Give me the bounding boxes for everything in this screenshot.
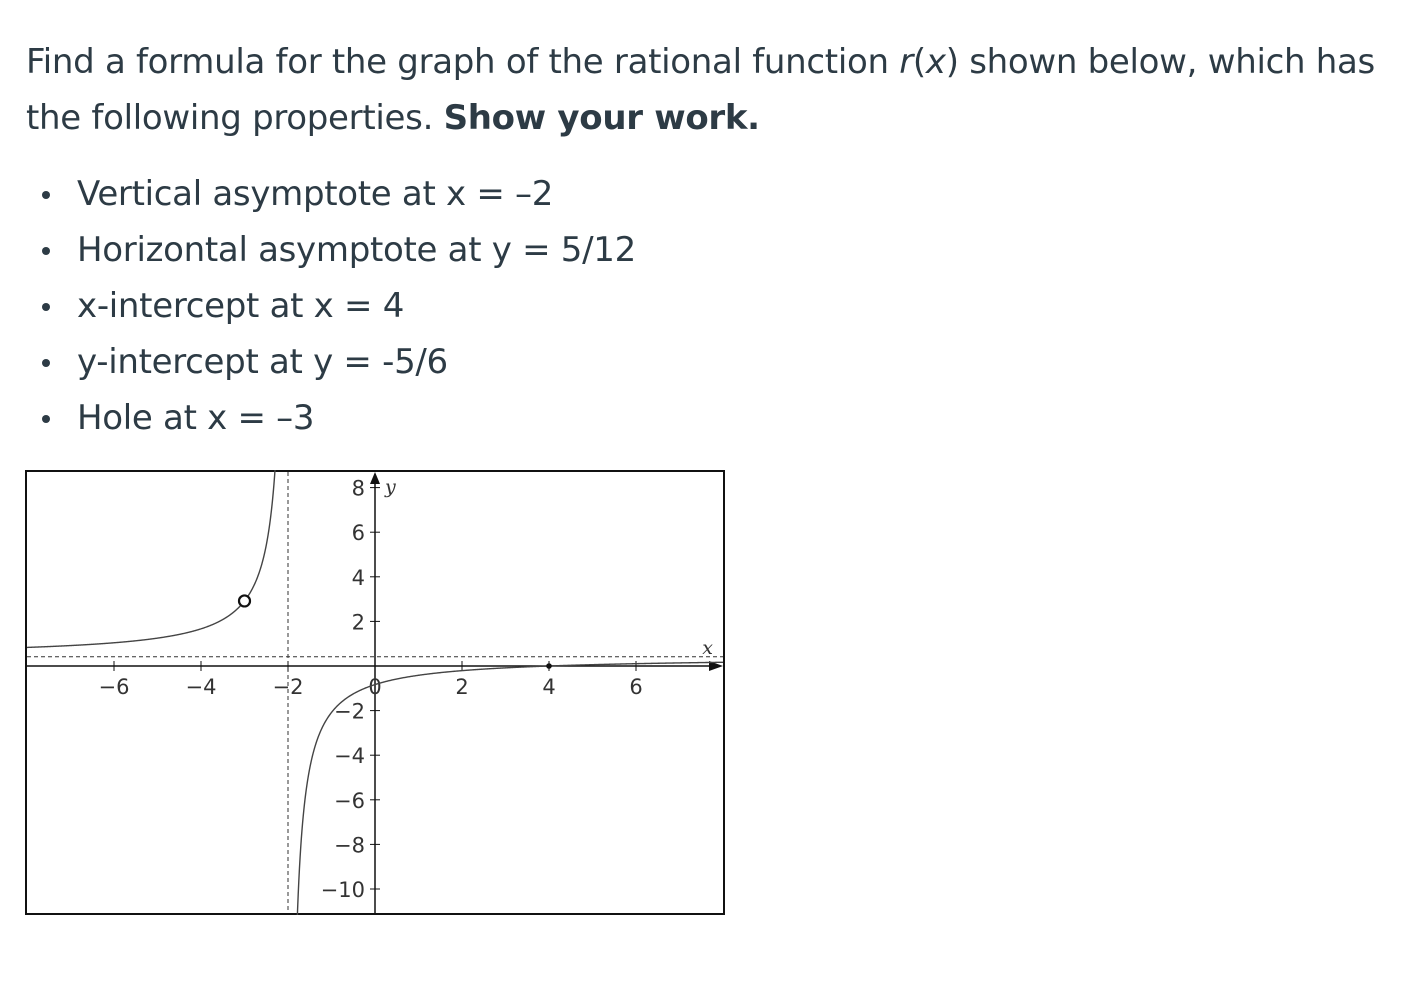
- y-tick-label: −6: [334, 788, 365, 813]
- x-axis-label: x: [702, 637, 713, 659]
- rational-function-graph: [25, 470, 725, 915]
- properties-list: [26, 166, 636, 446]
- y-tick-label: 6: [351, 521, 365, 546]
- function-paren-close: ): [945, 42, 959, 82]
- y-tick-label: −10: [320, 878, 365, 902]
- y-tick-label: −2: [334, 699, 365, 724]
- x-intercept-point: [546, 663, 552, 669]
- function-paren-open: (: [912, 42, 926, 82]
- property-horizontal-asymptote: Horizontal asymptote at y = 5/12: [26, 222, 636, 278]
- show-work-instruction: Show your work.: [443, 98, 760, 138]
- function-name: r: [899, 42, 913, 82]
- y-tick-label: −4: [334, 744, 365, 769]
- property-hole: Hole at x = –3: [26, 390, 636, 446]
- y-tick-label: −8: [334, 833, 365, 858]
- hole-marker: [239, 595, 250, 606]
- x-tick-label: −2: [272, 675, 304, 699]
- property-vertical-asymptote: Vertical asymptote at x = –2: [26, 166, 636, 222]
- y-tick-label: 4: [351, 565, 365, 590]
- x-tick-label: 0: [368, 675, 382, 699]
- y-axis-label: y: [385, 476, 396, 498]
- y-tick-label: 8: [351, 476, 365, 501]
- graph-svg: [25, 470, 725, 915]
- x-tick-label: 4: [542, 675, 556, 699]
- y-tick-label: 2: [351, 610, 365, 635]
- prompt-intro-before: Find a formula for the graph of the rational function: [26, 42, 900, 82]
- prompt-intro-after: shown below, which has the following properties.: [26, 42, 1375, 138]
- property-x-intercept: x-intercept at x = 4: [26, 278, 636, 334]
- x-tick-label: 2: [455, 675, 469, 699]
- function-variable: x: [925, 42, 946, 82]
- property-y-intercept: y-intercept at y = -5/6: [26, 334, 636, 390]
- x-tick-label: −6: [98, 675, 130, 699]
- x-tick-label: 6: [629, 675, 643, 699]
- x-tick-label: −4: [185, 675, 217, 699]
- question-prompt: [26, 34, 1416, 146]
